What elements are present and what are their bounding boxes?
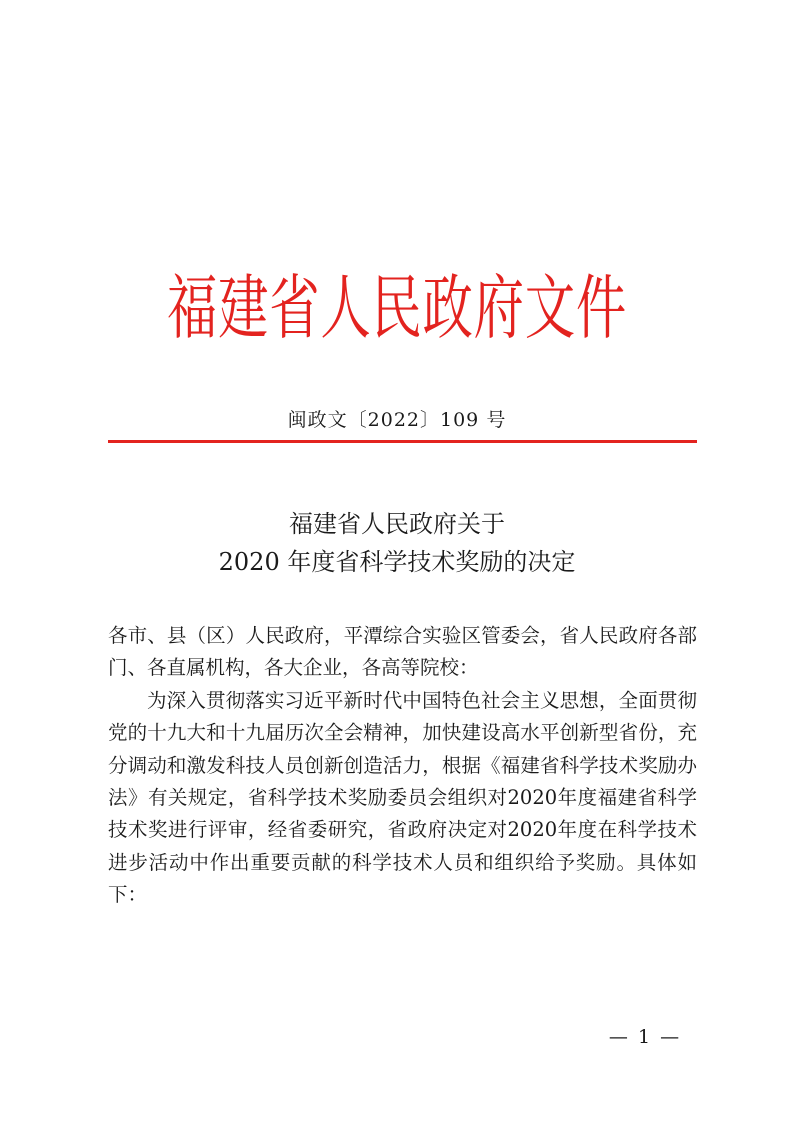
addressee-paragraph: 各市、县（区）人民政府，平潭综合实验区管委会，省人民政府各部门、各直属机构，各大企业，各高等院校： — [108, 624, 697, 680]
red-separator-line — [108, 440, 697, 443]
document-title-line-1: 福建省人民政府关于 — [289, 510, 505, 538]
page-number: — 1 — — [608, 1026, 682, 1048]
document-body — [108, 620, 697, 912]
document-title-line-2: 2020 年度省科学技术奖励的决定 — [218, 548, 576, 576]
body-paragraph-1: 为深入贯彻落实习近平新时代中国特色社会主义思想，全面贯彻党的十九大和十九届历次全会精神，加快建设高水平创新型省份，充分调动和激发科技人员创新创造活力，根据《福建省科学技术奖励办法》有关规定，省科学技术奖励委员会组织对2020年度福建省科学技术奖进行评审，经省委研究，省政府决定对2020年度在科学技术进步活动中作出重要贡献的科学技术人员和组织给予奖励。具体如下： — [108, 688, 697, 907]
document-masthead: 福建省人民政府文件 — [166, 267, 628, 349]
document-title — [0, 505, 794, 581]
document-number: 闽政文〔2022〕109 号 — [287, 409, 507, 431]
